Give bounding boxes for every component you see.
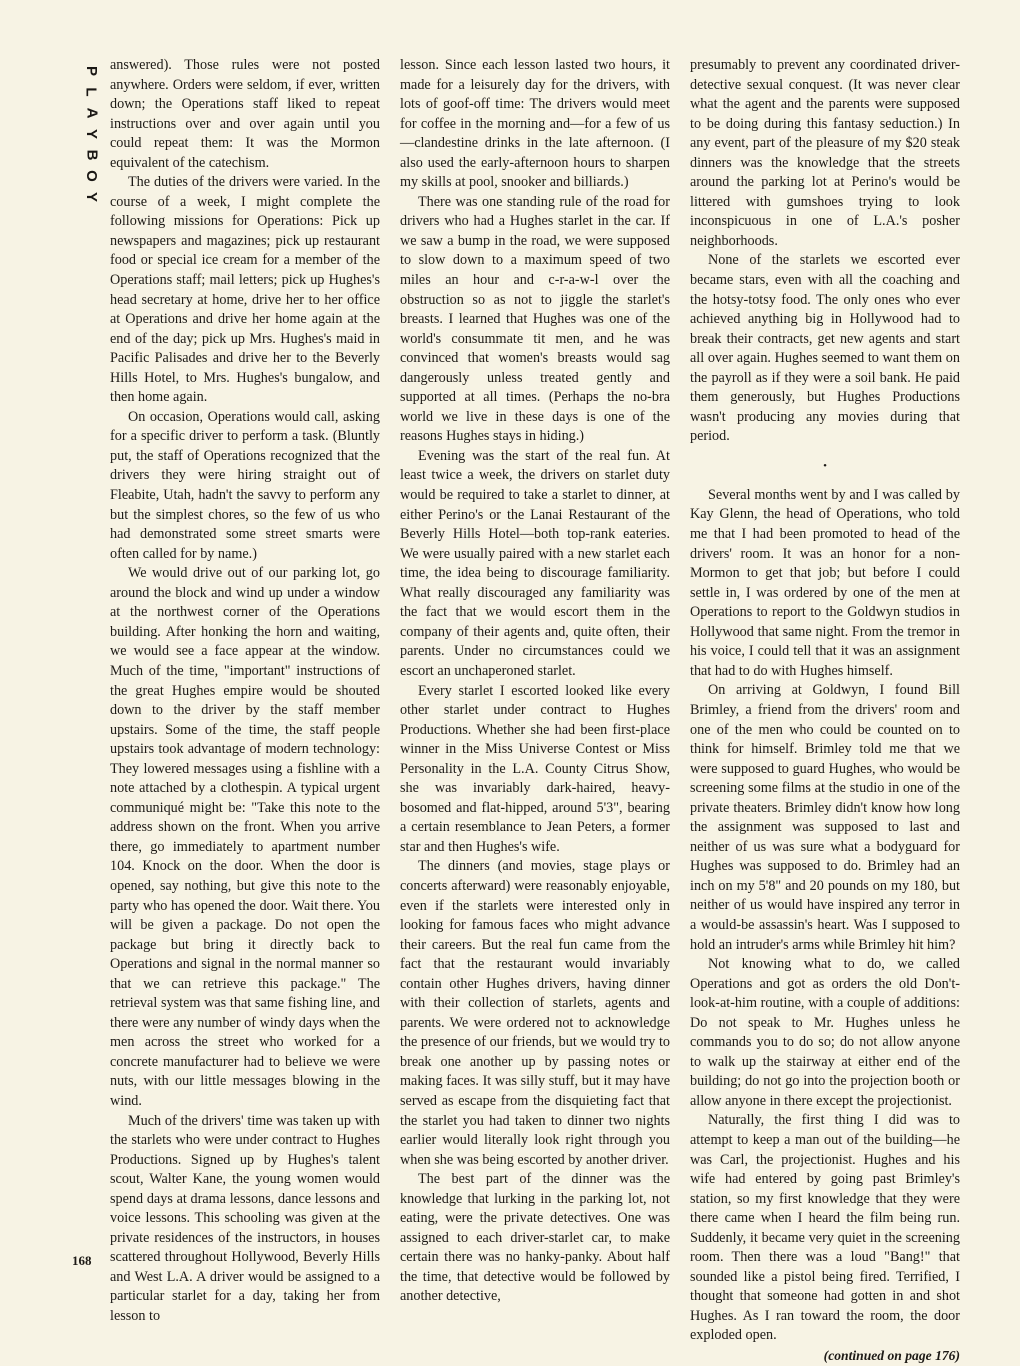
masthead-letter: A xyxy=(83,107,100,119)
text-column-1 xyxy=(110,56,380,1327)
masthead-letter: O xyxy=(82,170,100,182)
paragraph: Evening was the start of the real fun. At least twice a week, the drivers on starlet duty would be required to take a starlet to dinner, at either Perino's or the Lanai Restaurant of the Beverly Hills Hotel—both top-rank eateries. We were usually paired with a new starlet each time, the idea being to discourage familiarity. What really discouraged any familiarity was the fact that we would escort them in the company of their agents and, quite often, their parents. Under no circumstances could we escort an unchaperoned starlet. xyxy=(400,447,670,679)
paragraph: The best part of the dinner was the knowledge that lurking in the parking lot, not eating, were the private detectives. One was assigned to each driver-starlet car, to make certain there was no hanky-panky. About half the time, that detective would be followed by another detective, xyxy=(400,1171,670,1305)
paragraph: Much of the drivers' time was taken up with the starlets who were under contract to Hughes Productions. Signed up by Hughes's talent scout, Walter Kane, the young women would spend days at drama lessons, dance lessons and voice lessons. This schooling was given at the private residences of the instructors, in houses scattered throughout Hollywood, Beverly Hills and West L.A. A driver would be assigned to a particular starlet for a day, taking her from lesson to xyxy=(110,1112,380,1324)
page-number: 168 xyxy=(72,1253,92,1268)
paragraph: Not knowing what to do, we called Operations and got as orders the old Don't-look-at-him routine, with a couple of additions: Do not speak to Mr. Hughes unless he commands you to do so; do not allow anyone to walk up the stairway at either end of the building; do not go into the projection booth or allow anyone in there except the projectionist. xyxy=(690,956,960,1109)
paragraph: Naturally, the first thing I did was to attempt to keep a man out of the building—he was Carl, the projectionist. Hughes and his wife had entered by going past Brimley's station, so my first knowledge that they were there came when I heard the film being run. Suddenly, it became very quiet in the screening room. Then there was a loud "Bang!" that sounded like a pistol being fired. Terrified, I thought that someone had gotten in and shot Hughes. As I ran toward the room, the door exploded open. xyxy=(690,1112,960,1344)
text-column-2 xyxy=(400,56,670,1307)
text-column-3 xyxy=(690,56,960,1366)
masthead-letter: P xyxy=(82,65,100,77)
masthead-letter: Y xyxy=(82,191,100,203)
paragraph: On arriving at Goldwyn, I found Bill Brimley, a friend from the drivers' room and one of the men who could be counted on to think for himself. Brimley told me that we were supposed to guard Hughes, who would be screening some films at the studio in one of the private theaters. Brimley didn't know how long the assignment was supposed to last and neither of us was sure what a bodyguard for Hughes was supposed to do. Brimley had an inch on my 5'8" and 20 pounds on my 180, but neither of us would have inspired any terror in a would-be assassin's heart. Was I supposed to hold an intruder's arms while Brimley hit him? xyxy=(690,682,960,953)
paragraph: The duties of the drivers were varied. In the course of a week, I might complete the following missions for Operations: Pick up newspapers and magazines; pick up restaurant food or special ice cream for a member of the Operations staff; mail letters; pick up Hughes's head secretary at home, drive her to her office at Operations and drive her home again at the end of the day; pick up Mrs. Hughes's maid in Pacific Palisades and drive her to the Beverly Hills Hotel, to Mrs. Hughes's bungalow, and then home again. xyxy=(110,174,380,406)
paragraph: Every starlet I escorted looked like every other starlet under contract to Hughes Productions. Whether she had been first-place winner in the Miss Universe Contest or Miss Personality in the L.A. County Citrus Show, she was invariably dark-haired, heavy-bosomed and flat-hipped, around 5'3", bearing a certain resemblance to Jean Peters, a former star and then Hughes's wife. xyxy=(400,682,670,855)
paragraph: lesson. Since each lesson lasted two hours, it made for a leisurely day for the drivers, with lots of goof-off time: The drivers would meet for coffee in the morning and—for a few of us—clandestine drinks in the late afternoon. (I also used the early-afternoon hours to sharpen my skills at pool, snooker and billiards.) xyxy=(400,57,670,191)
masthead-letter: B xyxy=(83,149,100,161)
playboy-masthead xyxy=(80,62,102,206)
masthead-letter: L xyxy=(82,87,100,97)
paragraph: presumably to prevent any coordinated driver-detective sexual conquest. (It was never clear what the agent and the parents were supposed to be doing during this fantasy seduction.) In any event, part of the pleasure of my $20 steak dinners was the knowledge that the streets around the parking lot at Perino's would be littered with gumshoes trying to look inconspicuous in one of L.A.'s posher neighborhoods. xyxy=(690,57,960,249)
continued-on-page-link[interactable]: (continued on page 176) xyxy=(823,1348,960,1363)
paragraph: We would drive out of our parking lot, go around the block and wind up under a window at the northwest corner of the Operations building. After honking the horn and waiting, we would see a face appear at the window. Much of the time, "important" instructions of the great Hughes empire would be shouted down to the driver by the staff member upstairs. Some of the time, the staff people upstairs took advantage of modern technology: They lowered messages using a fishline with a note attached by a clothespin. A typical urgent communiqué might be: "Take this note to the address shown on the front. When you arrive there, go immediately to apartment number 104. Knock on the door. When the door is opened, say nothing, but give this note to the party who has opened the door. Wait there. You will be given a package. Do not open the package but bring it directly back to Operations and signal in the normal manner so that we can retrieve this package." The retrieval system was that same fishing line, and there were any number of windy days when the men across the street who worked for a concrete manufacturer had to believe we were nuts, with our little messages blowing in the wind. xyxy=(110,565,380,1109)
masthead-letter: Y xyxy=(82,128,100,140)
paragraph: None of the starlets we escorted ever became stars, even with all the coaching and the hotsy-totsy food. The only ones who ever achieved anything big in Hollywood had to break their contracts, get new agents and start all over again. Hughes seemed to want them on the payroll as if they were a soil bank. He paid them generously, but Hughes Productions wasn't producing any movies during that period. xyxy=(690,252,960,445)
paragraph: On occasion, Operations would call, asking for a specific driver to perform a task. (Bluntly put, the staff of Operations recognized that the drivers they were hiring straight out of Fleabite, Utah, hadn't the savvy to perform any but the simplest chores, so the few of us who had demonstrated some street smarts were often called for by name.) xyxy=(110,408,380,562)
section-divider: • xyxy=(823,459,827,472)
paragraph: Several months went by and I was called by Kay Glenn, the head of Operations, who told me that I had been promoted to head of the drivers' room. It was an honor for a non-Mormon to get that job; but before I could settle in, I was ordered by one of the men at Operations to report to the Goldwyn studios in Hollywood that same night. From the tremor in his voice, I could tell that it was an assignment that had to do with Hughes himself. xyxy=(690,486,960,679)
paragraph: There was one standing rule of the road for drivers who had a Hughes starlet in the car. If we saw a bump in the road, we were supposed to slow down to a maximum speed of two miles an hour and c-r-a-w-l over the obstruction so as not to jiggle the starlet's breasts. I learned that Hughes was one of the world's consummate tit men, and he was convinced that women's breasts would sag dangerously unless treated gently and supported at all times. (Perhaps the no-bra world we live in these days is one of the reasons Hughes stays in hiding.) xyxy=(400,193,670,445)
paragraph: answered). Those rules were not posted anywhere. Orders were seldom, if ever, written down; the Operations staff liked to repeat instructions over and over again until you could repeat them: It was the Mormon equivalent of the catechism. xyxy=(110,57,380,171)
paragraph: The dinners (and movies, stage plays or concerts afterward) were reasonably enjoyable, even if the starlets were interested only in looking for famous faces who might advance their careers. But the real fun came from the fact that the restaurant would invariably contain other Hughes drivers, having dinner with their collection of starlets, agents and parents. We were ordered not to acknowledge the presence of our friends, but we would try to break one another up by passing notes or making faces. It was silly stuff, but it may have served as escape from the disquieting fact that the starlet you had taken to dinner two nights earlier would literally look right through you when she was being escorted by another driver. xyxy=(400,858,670,1168)
